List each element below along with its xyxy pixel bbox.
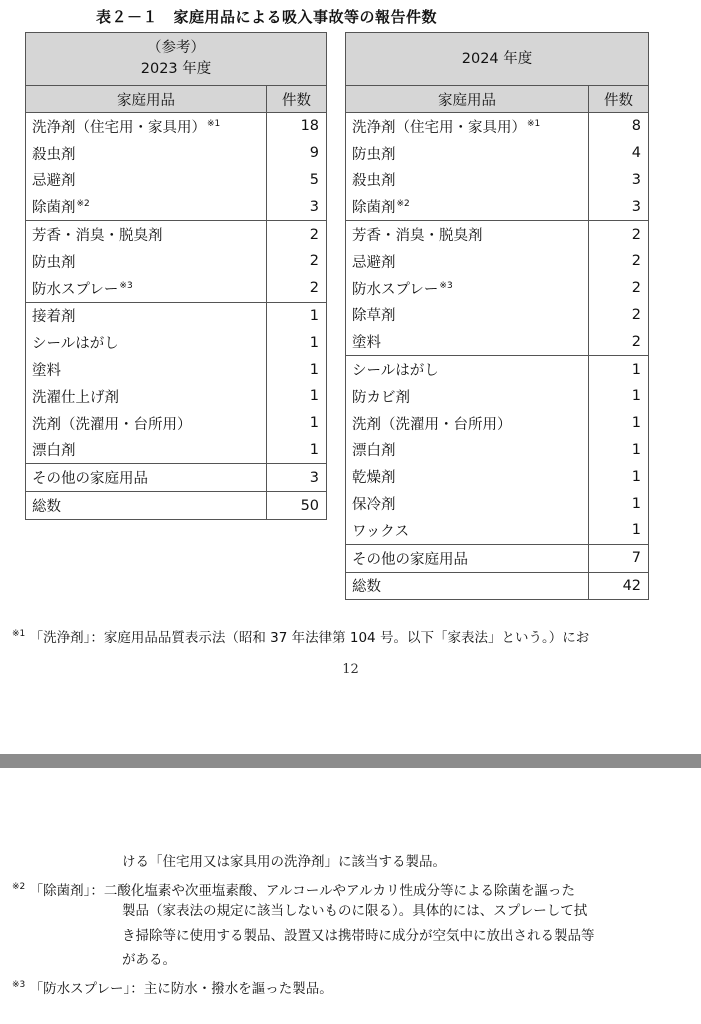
item-name: 乾燥剤: [352, 470, 396, 487]
item-name: 芳香・消臭・脱臭剤: [352, 228, 483, 245]
table-row: [346, 221, 649, 248]
table-row: [26, 464, 327, 492]
item-name: 防カビ剤: [352, 389, 410, 406]
cell-item: [26, 248, 267, 275]
cell-item: [26, 437, 267, 464]
item-name: 洗剤（洗濯用・台所用）: [352, 416, 512, 433]
cell-item: [26, 464, 267, 492]
table-title: 表２－１ 家庭用品による吸入事故等の報告件数: [96, 8, 438, 26]
page-divider: [0, 754, 701, 768]
table-row: [346, 437, 649, 464]
table-row: [26, 302, 327, 329]
cell-count: 8: [589, 113, 649, 140]
column-header-count: 件数: [589, 86, 649, 113]
table-row: [346, 113, 649, 140]
item-name: 漂白剤: [352, 443, 396, 460]
footnote-mark: ※2: [76, 199, 90, 210]
item-name: 除菌剤: [32, 200, 76, 217]
cell-count: 1: [267, 437, 327, 464]
cell-item: [346, 221, 589, 248]
cell-item: [26, 221, 267, 248]
cell-count: 1: [267, 410, 327, 437]
cell-count: 2: [589, 328, 649, 355]
footnote-2-mark: ※2: [12, 881, 26, 892]
cell-item: [346, 248, 589, 275]
table-row: [346, 140, 649, 167]
item-name: 塗料: [32, 363, 61, 380]
footnote-2-line-3: き掃除等に使用する製品、設置又は携帯時に成分が空気中に放出される製品等: [122, 927, 595, 944]
item-name: その他の家庭用品: [32, 471, 148, 488]
item-name: ワックス: [352, 523, 410, 540]
footnote-mark: ※1: [527, 118, 541, 129]
cell-item: [26, 410, 267, 437]
table-row: [26, 410, 327, 437]
cell-item: [26, 113, 267, 140]
year-header-2024: 2024 年度: [346, 33, 649, 86]
cell-count: 2: [267, 248, 327, 275]
cell-item: [346, 383, 589, 410]
page-number: 12: [342, 662, 359, 677]
table-row: [26, 113, 327, 140]
cell-count: 7: [589, 544, 649, 572]
cell-item: [346, 463, 589, 490]
cell-count: 3: [267, 464, 327, 492]
item-name: 忌避剤: [32, 173, 76, 190]
table-row: [346, 517, 649, 544]
item-name: 忌避剤: [352, 254, 396, 271]
table-row: [346, 193, 649, 220]
cell-count: 2: [589, 275, 649, 302]
column-header-item: 家庭用品: [346, 86, 589, 113]
cell-item: [346, 140, 589, 167]
cell-count: 2: [267, 275, 327, 302]
cell-count: 1: [267, 356, 327, 383]
footnote-2-line-4: がある。: [122, 952, 176, 968]
cell-item: [26, 329, 267, 356]
cell-item: [346, 490, 589, 517]
footnote-1-continuation: ける「住宅用又は家具用の洗浄剤」に該当する製品。: [122, 854, 446, 870]
cell-item: [346, 167, 589, 194]
footnote-mark: ※3: [439, 280, 453, 291]
footnote-1-text: 「洗浄剤」：家庭用品品質表示法（昭和 37 年法律第 104 号。以下「家表法」という。）にお: [29, 630, 590, 646]
footnote-2-line-2: 製品（家表法の規定に該当しないものに限る）。具体的には、スプレーして拭: [122, 903, 588, 919]
item-name: その他の家庭用品: [352, 551, 468, 568]
cell-count: 9: [267, 140, 327, 167]
cell-count: 18: [267, 113, 327, 140]
table-row: [26, 356, 327, 383]
cell-item: [346, 193, 589, 220]
cell-item: [26, 302, 267, 329]
table-row: [26, 140, 327, 167]
item-name: シールはがし: [32, 336, 119, 353]
table-row: [346, 275, 649, 302]
item-name: 防虫剤: [32, 254, 76, 271]
cell-count: 1: [589, 517, 649, 544]
item-name: 除草剤: [352, 308, 396, 325]
cell-count: 1: [589, 490, 649, 517]
cell-item: [346, 302, 589, 329]
item-name: 総数: [352, 579, 381, 596]
table-row: [26, 329, 327, 356]
column-header-item: 家庭用品: [26, 86, 267, 113]
item-name: 接着剤: [32, 309, 76, 326]
table-row: [26, 492, 327, 520]
footnote-3-mark: ※3: [12, 979, 26, 990]
item-name: 洗濯仕上げ剤: [32, 389, 119, 406]
cell-count: 42: [589, 572, 649, 600]
cell-count: 1: [267, 383, 327, 410]
table-row: [26, 248, 327, 275]
table-row: [26, 193, 327, 220]
cell-count: 1: [589, 383, 649, 410]
cell-item: [26, 193, 267, 220]
item-name: 防水スプレー: [352, 281, 439, 298]
table-row: [346, 328, 649, 355]
cell-item: [26, 140, 267, 167]
cell-item: [26, 492, 267, 520]
table-row: [346, 544, 649, 572]
table-row: [26, 383, 327, 410]
cell-item: [346, 328, 589, 355]
cell-item: [346, 410, 589, 437]
table-row: [346, 167, 649, 194]
item-name: 除菌剤: [352, 200, 396, 217]
item-name: 洗剤（洗濯用・台所用）: [32, 416, 192, 433]
cell-count: 3: [267, 193, 327, 220]
cell-count: 2: [589, 221, 649, 248]
cell-count: 2: [589, 248, 649, 275]
table-row: [26, 437, 327, 464]
item-name: 塗料: [352, 335, 381, 352]
cell-count: 3: [589, 193, 649, 220]
cell-item: [26, 383, 267, 410]
cell-item: [346, 437, 589, 464]
cell-count: 3: [589, 167, 649, 194]
table-2023: [25, 32, 327, 520]
item-name: シールはがし: [352, 363, 439, 380]
item-name: 総数: [32, 499, 61, 516]
table-row: [346, 248, 649, 275]
footnote-3-text: 「防水スプレー」：主に防水・撥水を謳った製品。: [29, 980, 333, 997]
footnote-1: [12, 626, 701, 646]
item-name: 防虫剤: [352, 146, 396, 163]
footnote-mark: ※3: [119, 280, 133, 291]
cell-count: 1: [267, 302, 327, 329]
table-row: [346, 410, 649, 437]
cell-item: [26, 356, 267, 383]
cell-count: 1: [589, 410, 649, 437]
table-row: [346, 302, 649, 329]
item-name: 芳香・消臭・脱臭剤: [32, 228, 163, 245]
item-name: 保冷剤: [352, 497, 396, 514]
table-row: [346, 490, 649, 517]
footnote-1-mark: ※1: [12, 629, 26, 639]
cell-count: 1: [267, 329, 327, 356]
cell-item: [346, 275, 589, 302]
cell-count: 1: [589, 463, 649, 490]
footnote-mark: ※2: [396, 199, 410, 210]
table-row: [26, 275, 327, 302]
item-name: 殺虫剤: [352, 173, 396, 190]
table-2024: [345, 32, 649, 600]
column-header-count: 件数: [267, 86, 327, 113]
cell-count: 2: [267, 221, 327, 248]
cell-count: 5: [267, 167, 327, 194]
cell-item: [346, 113, 589, 140]
cell-count: 1: [589, 356, 649, 383]
footnote-mark: ※1: [207, 118, 221, 129]
reference-label: （参考）: [147, 40, 205, 56]
cell-count: 50: [267, 492, 327, 520]
item-name: 殺虫剤: [32, 146, 76, 163]
table-row: [346, 356, 649, 383]
cell-item: [26, 167, 267, 194]
year-header-2023: [26, 33, 327, 86]
cell-count: 2: [589, 302, 649, 329]
cell-count: 4: [589, 140, 649, 167]
table-row: [26, 221, 327, 248]
table-row: [346, 383, 649, 410]
cell-item: [346, 544, 589, 572]
cell-item: [346, 572, 589, 600]
item-name: 洗浄剤（住宅用・家具用）: [352, 119, 526, 136]
cell-item: [26, 275, 267, 302]
footnote-2-line-1: 「除菌剤」：二酸化塩素や次亜塩素酸、アルコールやアルカリ性成分等による除菌を謳った: [29, 882, 575, 899]
item-name: 防水スプレー: [32, 281, 119, 298]
table-row: [26, 167, 327, 194]
table-row: [346, 572, 649, 600]
cell-item: [346, 517, 589, 544]
cell-count: 1: [589, 437, 649, 464]
item-name: 洗浄剤（住宅用・家具用）: [32, 119, 206, 136]
cell-item: [346, 356, 589, 383]
item-name: 漂白剤: [32, 443, 76, 460]
table-row: [346, 463, 649, 490]
year-label-2023: 2023 年度: [140, 61, 212, 77]
